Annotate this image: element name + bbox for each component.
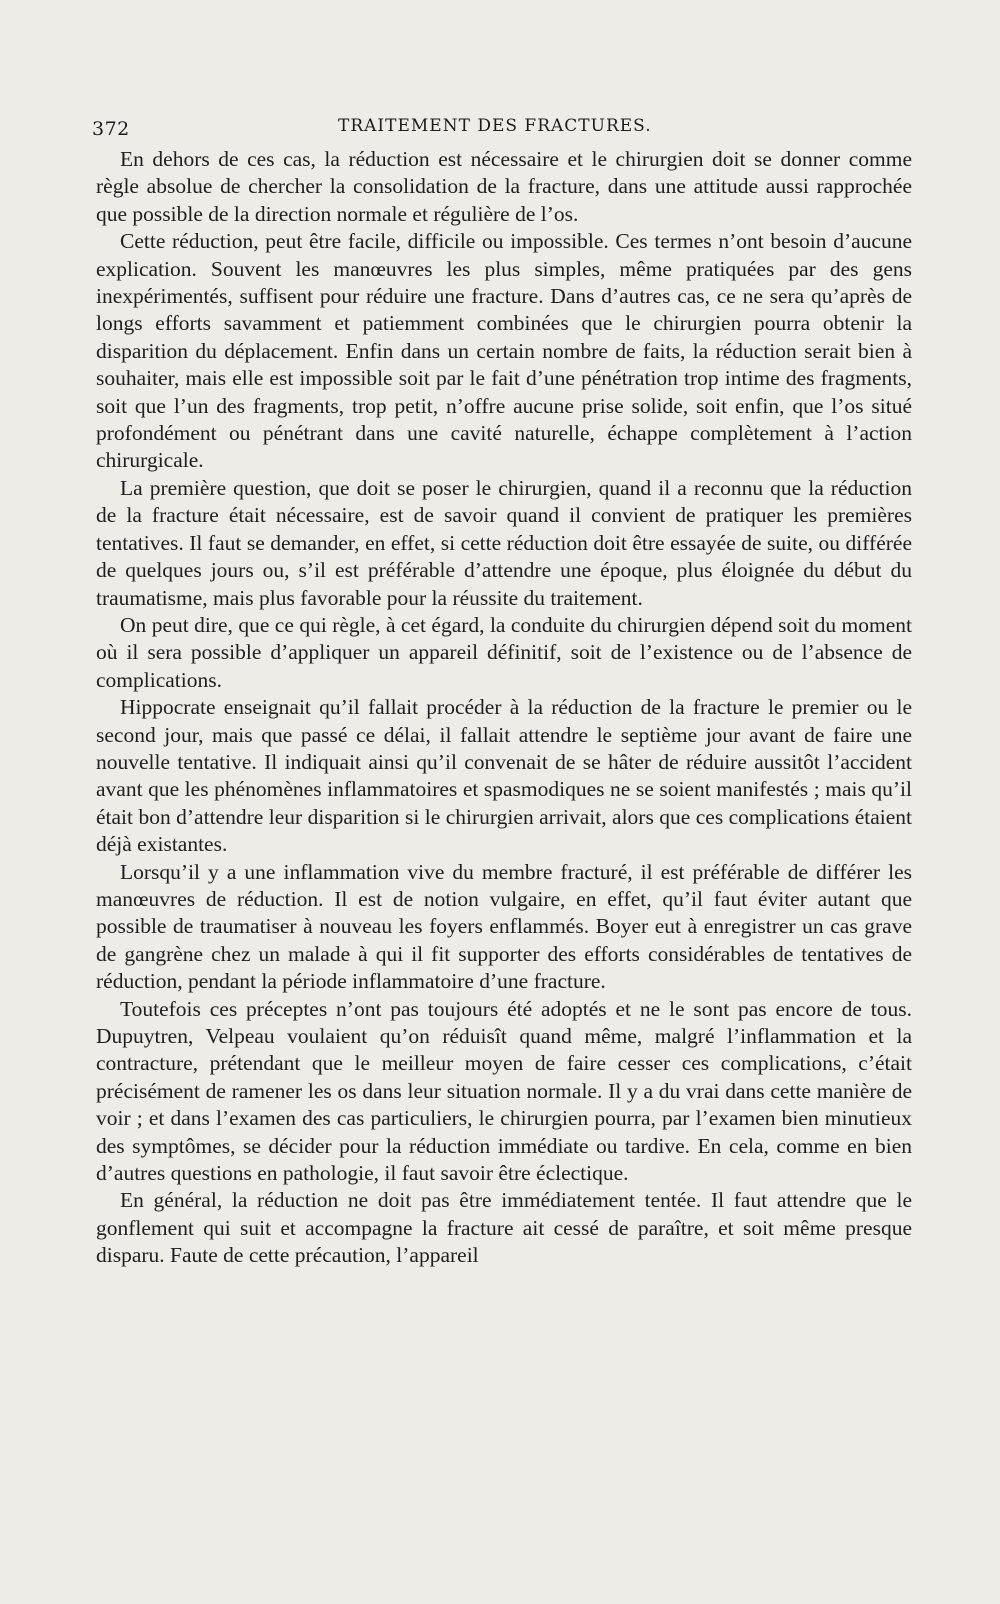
page-number: 372: [92, 118, 130, 140]
paragraph-6: Lorsqu’il y a une inflammation vive du membre fracturé, il est préférable de différer les manœuvres de réduction. Il est de notion vulgaire, en effet, qu’il faut éviter autant que possible de traumatiser à nouveau les foyers enflammés. Boyer eut à enregistrer un cas grave de gangrène chez un malade à qui il fit supporter des efforts considérables de tentatives de réduction, pendant la période inflammatoire d’une fracture.: [96, 859, 912, 994]
body-text: [96, 146, 912, 1270]
paragraph-7: Toutefois ces préceptes n’ont pas toujours été adoptés et ne le sont pas encore de tous. Dupuytren, Velpeau voulaient qu’on réduisît quand même, malgré l’inflammation et la contracture, prétendant que le meilleur moyen de faire cesser ces complications, c’était précisément de ramener les os dans leur situation normale. Il y a du vrai dans cette manière de voir ; et dans l’examen des cas particuliers, le chirurgien pourra, par l’examen bien minutieux des symptômes, se décider pour la réduction immédiate ou tardive. En cela, comme en bien d’autres questions en pathologie, il faut savoir être éclectique.: [96, 996, 912, 1186]
paragraph-5: Hippocrate enseignait qu’il fallait procéder à la réduction de la fracture le premier ou le second jour, mais que passé ce délai, il fallait attendre le septième jour avant de faire une nouvelle tentative. Il indiquait ainsi qu’il convenait de se hâter de réduire aussitôt l’accident avant que les phénomènes inflammatoires et spasmodiques ne se soient manifestés ; mais qu’il était bon d’attendre leur disparition si le chirurgien arrivait, alors que ces complications étaient déjà existantes.: [96, 695, 912, 857]
paragraph-2: Cette réduction, peut être facile, difficile ou impossible. Ces termes n’ont besoin d’aucune explication. Souvent les manœuvres les plus simples, même pratiquées par des gens inexpérimentés, suffisent pour réduire une fracture. Dans d’autres cas, ce ne sera qu’après de longs efforts savamment et patiemment combinées que le chirurgien pourra obtenir la disparition du déplacement. Enfin dans un certain nombre de faits, la réduction serait bien à souhaiter, mais elle est impossible soit par le fait d’une pénétration trop intime des fragments, soit que l’un des fragments, trop petit, n’offre aucune prise solide, soit enfin, que l’os situé profondément ou pénétrant dans une cavité naturelle, échappe complètement à l’action chirurgicale.: [96, 229, 912, 473]
running-title: TRAITEMENT DES FRACTURES.: [338, 116, 652, 136]
page-header: [92, 114, 912, 144]
paragraph-3: La première question, que doit se poser le chirurgien, quand il a reconnu que la réduction de la fracture était nécessaire, est de savoir quand il convient de pratiquer les premières tentatives. Il faut se demander, en effet, si cette réduction doit être essayée de suite, ou différée de quelques jours ou, s’il est préférable d’attendre une époque, plus éloignée du début du traumatisme, mais plus favorable pour la réussite du traitement.: [96, 475, 912, 610]
paragraph-4: On peut dire, que ce qui règle, à cet égard, la conduite du chirurgien dépend soit du moment où il sera possible d’appliquer un appareil définitif, soit de l’existence ou de l’absence de complications.: [96, 612, 912, 692]
paragraph-1: En dehors de ces cas, la réduction est nécessaire et le chirurgien doit se donner comme règle absolue de chercher la consolidation de la fracture, dans une attitude aussi rapprochée que possible de la direction normale et régulière de l’os.: [96, 147, 912, 226]
paragraph-8: En général, la réduction ne doit pas être immédiatement tentée. Il faut attendre que le gonflement qui suit et accompagne la fracture ait cessé de paraître, et soit même presque disparu. Faute de cette précaution, l’appareil: [96, 1188, 912, 1268]
